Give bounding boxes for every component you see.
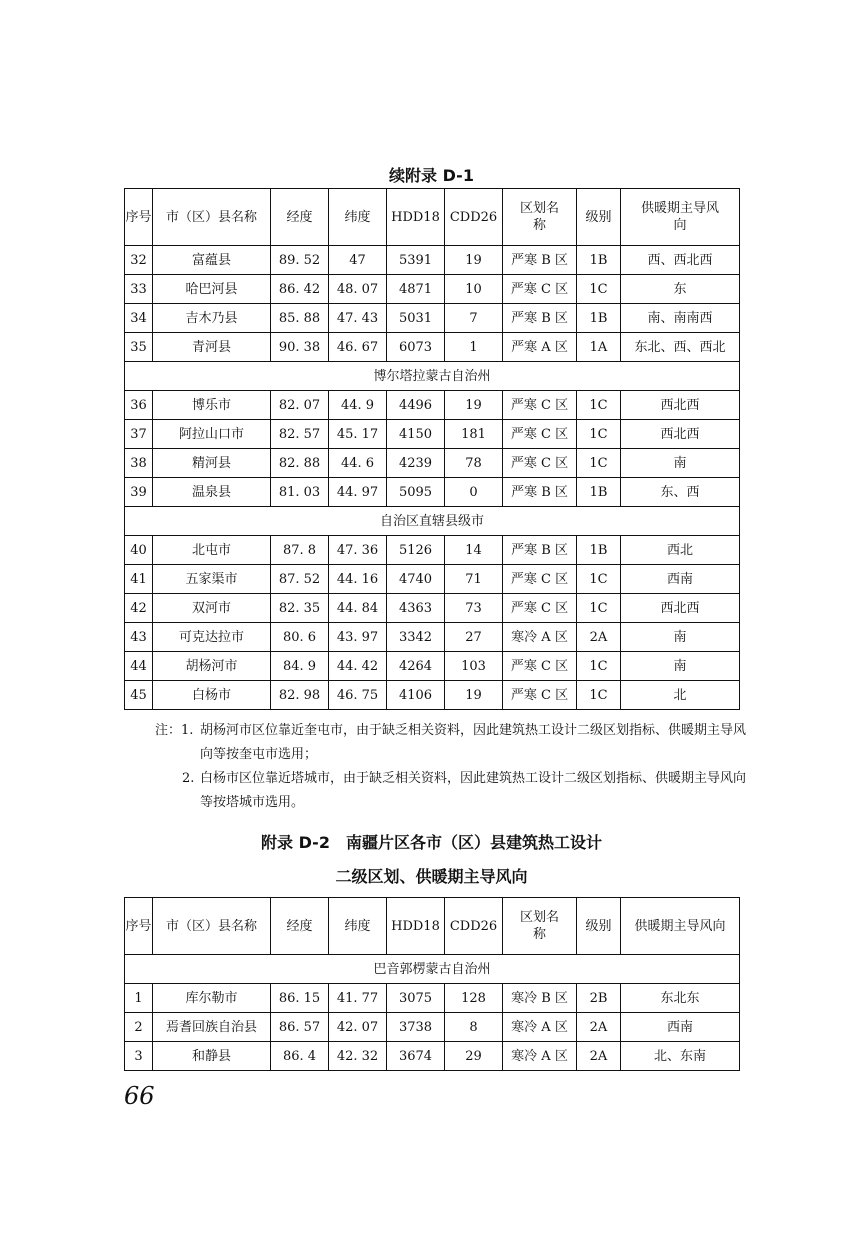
col-longitude-header: 经度: [271, 898, 329, 955]
table2-title-line2: 二级区划、供暖期主导风向: [335, 867, 528, 886]
col-level-cell: 2A: [577, 623, 621, 652]
col-longitude-cell: 84. 9: [271, 652, 329, 681]
col-longitude-cell: 89. 52: [271, 246, 329, 275]
col-index-cell: 41: [125, 565, 153, 594]
col-latitude-header: 纬度: [329, 898, 387, 955]
col-index-cell: 37: [125, 420, 153, 449]
col-longitude-cell: 86. 15: [271, 984, 329, 1013]
table-row: [125, 449, 740, 478]
col-index-cell: 33: [125, 275, 153, 304]
col-latitude-cell: 42. 32: [329, 1042, 387, 1071]
col-level-cell: 1C: [577, 449, 621, 478]
table-row: [125, 536, 740, 565]
col-level-cell: 1C: [577, 420, 621, 449]
col-hdd18-cell: 4264: [387, 652, 445, 681]
col-county-header: 市（区）县名称: [153, 898, 271, 955]
col-level-cell: 1C: [577, 652, 621, 681]
col-county-cell: 精河县: [153, 449, 271, 478]
col-latitude-cell: 42. 07: [329, 1013, 387, 1042]
col-cdd26-cell: 14: [445, 536, 503, 565]
table-row: [125, 275, 740, 304]
col-zone-cell: 寒冷 A 区: [503, 1042, 577, 1071]
col-hdd18-header: HDD18: [387, 898, 445, 955]
col-level-cell: 1B: [577, 304, 621, 333]
col-longitude-cell: 82. 57: [271, 420, 329, 449]
col-index-cell: 45: [125, 681, 153, 710]
col-index-header: 序号: [125, 898, 153, 955]
col-zone-cell: 严寒 C 区: [503, 681, 577, 710]
col-wind-cell: 南、南南西: [621, 304, 740, 333]
col-level-cell: 1C: [577, 391, 621, 420]
col-latitude-cell: 44. 6: [329, 449, 387, 478]
col-level-cell: 1C: [577, 594, 621, 623]
col-hdd18-cell: 5031: [387, 304, 445, 333]
page-number: 66: [124, 1082, 155, 1110]
col-longitude-header: 经度: [271, 189, 329, 246]
col-cdd26-cell: 1: [445, 333, 503, 362]
col-wind-header: 供暖期主导风向: [621, 189, 740, 246]
col-wind-cell: 东: [621, 275, 740, 304]
col-longitude-cell: 87. 52: [271, 565, 329, 594]
col-latitude-cell: 43. 97: [329, 623, 387, 652]
col-wind-cell: 西北西: [621, 391, 740, 420]
col-level-header: 级别: [577, 898, 621, 955]
table-row: [125, 565, 740, 594]
col-index-cell: 32: [125, 246, 153, 275]
col-cdd26-cell: 19: [445, 391, 503, 420]
col-latitude-cell: 41. 77: [329, 984, 387, 1013]
col-cdd26-cell: 128: [445, 984, 503, 1013]
col-county-cell: 五家渠市: [153, 565, 271, 594]
col-latitude-cell: 48. 07: [329, 275, 387, 304]
col-county-cell: 阿拉山口市: [153, 420, 271, 449]
col-wind-cell: 南: [621, 623, 740, 652]
col-hdd18-cell: 3738: [387, 1013, 445, 1042]
col-zone-cell: 严寒 B 区: [503, 478, 577, 507]
col-cdd26-cell: 8: [445, 1013, 503, 1042]
note-1: [155, 719, 755, 767]
col-cdd26-cell: 71: [445, 565, 503, 594]
note-label: 注：1.: [155, 723, 194, 738]
col-longitude-cell: 82. 07: [271, 391, 329, 420]
col-zone-header: 区划名称: [503, 189, 577, 246]
col-hdd18-cell: 5391: [387, 246, 445, 275]
col-latitude-cell: 44. 84: [329, 594, 387, 623]
col-latitude-cell: 44. 9: [329, 391, 387, 420]
col-cdd26-cell: 10: [445, 275, 503, 304]
col-longitude-cell: 86. 42: [271, 275, 329, 304]
col-hdd18-header: HDD18: [387, 189, 445, 246]
col-county-cell: 温泉县: [153, 478, 271, 507]
col-index-cell: 39: [125, 478, 153, 507]
table2-title-line1: 附录 D-2 南疆片区各市（区）县建筑热工设计: [261, 833, 602, 852]
col-hdd18-cell: 4106: [387, 681, 445, 710]
col-zone-cell: 严寒 B 区: [503, 304, 577, 333]
col-index-cell: 44: [125, 652, 153, 681]
col-wind-cell: 西北: [621, 536, 740, 565]
col-level-cell: 1B: [577, 246, 621, 275]
col-wind-cell: 东、西: [621, 478, 740, 507]
col-county-cell: 博乐市: [153, 391, 271, 420]
table-header-row: [125, 189, 740, 246]
col-level-cell: 1C: [577, 565, 621, 594]
col-level-cell: 1B: [577, 536, 621, 565]
climate-table-2: [124, 897, 740, 1071]
col-county-cell: 富蕴县: [153, 246, 271, 275]
col-wind-cell: 东北、西、西北: [621, 333, 740, 362]
col-hdd18-cell: 6073: [387, 333, 445, 362]
col-zone-cell: 寒冷 A 区: [503, 623, 577, 652]
col-county-cell: 库尔勒市: [153, 984, 271, 1013]
col-wind-cell: 南: [621, 449, 740, 478]
group-row: [125, 507, 740, 536]
col-cdd26-cell: 27: [445, 623, 503, 652]
note-text: 胡杨河市区位靠近奎屯市，由于缺乏相关资料，因此建筑热工设计二级区划指标、供暖期主导风向等按奎屯市选用；: [200, 723, 747, 762]
col-zone-cell: 严寒 C 区: [503, 594, 577, 623]
col-hdd18-cell: 4740: [387, 565, 445, 594]
col-hdd18-cell: 3342: [387, 623, 445, 652]
col-wind-cell: 北: [621, 681, 740, 710]
col-cdd26-cell: 19: [445, 681, 503, 710]
col-county-cell: 双河市: [153, 594, 271, 623]
col-zone-cell: 严寒 C 区: [503, 449, 577, 478]
col-county-cell: 和静县: [153, 1042, 271, 1071]
col-latitude-cell: 46. 75: [329, 681, 387, 710]
col-level-cell: 2B: [577, 984, 621, 1013]
col-zone-cell: 严寒 C 区: [503, 275, 577, 304]
col-index-cell: 36: [125, 391, 153, 420]
col-level-header: 级别: [577, 189, 621, 246]
col-level-cell: 2A: [577, 1042, 621, 1071]
col-longitude-cell: 81. 03: [271, 478, 329, 507]
col-hdd18-cell: 4239: [387, 449, 445, 478]
col-zone-header: 区划名称: [503, 898, 577, 955]
col-latitude-cell: 47. 36: [329, 536, 387, 565]
table-row: [125, 1042, 740, 1071]
col-cdd26-cell: 103: [445, 652, 503, 681]
col-cdd26-header: CDD26: [445, 189, 503, 246]
col-zone-cell: 严寒 C 区: [503, 565, 577, 594]
col-index-cell: 40: [125, 536, 153, 565]
col-county-cell: 白杨市: [153, 681, 271, 710]
col-level-cell: 1A: [577, 333, 621, 362]
table-row: [125, 391, 740, 420]
col-county-cell: 青河县: [153, 333, 271, 362]
col-county-header: 市（区）县名称: [153, 189, 271, 246]
group-label: 巴音郭楞蒙古自治州: [125, 955, 740, 984]
table1-title: 续附录 D-1: [389, 166, 474, 185]
col-longitude-cell: 82. 35: [271, 594, 329, 623]
col-level-cell: 1C: [577, 275, 621, 304]
col-zone-cell: 寒冷 A 区: [503, 1013, 577, 1042]
col-index-cell: 42: [125, 594, 153, 623]
col-index-cell: 38: [125, 449, 153, 478]
col-wind-cell: 西北西: [621, 420, 740, 449]
note-text: 白杨市区位靠近塔城市，由于缺乏相关资料，因此建筑热工设计二级区划指标、供暖期主导风向等按塔城市选用。: [200, 771, 747, 810]
col-longitude-cell: 90. 38: [271, 333, 329, 362]
col-longitude-cell: 86. 4: [271, 1042, 329, 1071]
col-hdd18-cell: 4363: [387, 594, 445, 623]
table-header-row: [125, 898, 740, 955]
table-row: [125, 1013, 740, 1042]
col-level-cell: 2A: [577, 1013, 621, 1042]
col-longitude-cell: 80. 6: [271, 623, 329, 652]
col-zone-cell: 严寒 C 区: [503, 420, 577, 449]
col-zone-cell: 严寒 B 区: [503, 536, 577, 565]
col-hdd18-cell: 5126: [387, 536, 445, 565]
col-latitude-cell: 45. 17: [329, 420, 387, 449]
col-wind-cell: 北、东南: [621, 1042, 740, 1071]
col-level-cell: 1C: [577, 681, 621, 710]
group-row: [125, 955, 740, 984]
table-row: [125, 420, 740, 449]
col-index-cell: 2: [125, 1013, 153, 1042]
col-longitude-cell: 85. 88: [271, 304, 329, 333]
col-zone-cell: 严寒 C 区: [503, 652, 577, 681]
col-cdd26-cell: 73: [445, 594, 503, 623]
col-wind-header: 供暖期主导风向: [621, 898, 740, 955]
col-wind-cell: 西南: [621, 565, 740, 594]
table-row: [125, 984, 740, 1013]
col-zone-cell: 严寒 A 区: [503, 333, 577, 362]
col-longitude-cell: 82. 98: [271, 681, 329, 710]
col-cdd26-cell: 19: [445, 246, 503, 275]
col-latitude-cell: 47: [329, 246, 387, 275]
col-wind-cell: 西、西北西: [621, 246, 740, 275]
col-index-header: 序号: [125, 189, 153, 246]
col-cdd26-cell: 7: [445, 304, 503, 333]
table-row: [125, 246, 740, 275]
group-row: [125, 362, 740, 391]
table-row: [125, 304, 740, 333]
col-index-cell: 3: [125, 1042, 153, 1071]
col-county-cell: 吉木乃县: [153, 304, 271, 333]
col-cdd26-cell: 78: [445, 449, 503, 478]
col-cdd26-header: CDD26: [445, 898, 503, 955]
col-wind-cell: 南: [621, 652, 740, 681]
note-num: 2.: [182, 771, 195, 786]
col-hdd18-cell: 3075: [387, 984, 445, 1013]
col-index-cell: 34: [125, 304, 153, 333]
col-zone-cell: 寒冷 B 区: [503, 984, 577, 1013]
col-county-cell: 可克达拉市: [153, 623, 271, 652]
table-row: [125, 478, 740, 507]
col-cdd26-cell: 29: [445, 1042, 503, 1071]
col-cdd26-cell: 0: [445, 478, 503, 507]
col-county-cell: 哈巴河县: [153, 275, 271, 304]
col-latitude-cell: 47. 43: [329, 304, 387, 333]
col-county-cell: 胡杨河市: [153, 652, 271, 681]
col-county-cell: 焉耆回族自治县: [153, 1013, 271, 1042]
col-hdd18-cell: 3674: [387, 1042, 445, 1071]
col-index-cell: 35: [125, 333, 153, 362]
table-row: [125, 333, 740, 362]
col-level-cell: 1B: [577, 478, 621, 507]
col-cdd26-cell: 181: [445, 420, 503, 449]
col-zone-cell: 严寒 C 区: [503, 391, 577, 420]
col-wind-cell: 西南: [621, 1013, 740, 1042]
col-hdd18-cell: 4150: [387, 420, 445, 449]
table-row: [125, 652, 740, 681]
col-latitude-cell: 44. 97: [329, 478, 387, 507]
table-row: [125, 623, 740, 652]
col-latitude-cell: 44. 16: [329, 565, 387, 594]
col-county-cell: 北屯市: [153, 536, 271, 565]
col-hdd18-cell: 4496: [387, 391, 445, 420]
col-longitude-cell: 87. 8: [271, 536, 329, 565]
col-wind-cell: 东北东: [621, 984, 740, 1013]
table-row: [125, 681, 740, 710]
climate-table-1: [124, 188, 740, 710]
group-label: 博尔塔拉蒙古自治州: [125, 362, 740, 391]
col-index-cell: 1: [125, 984, 153, 1013]
col-latitude-header: 纬度: [329, 189, 387, 246]
col-longitude-cell: 82. 88: [271, 449, 329, 478]
group-label: 自治区直辖县级市: [125, 507, 740, 536]
col-zone-cell: 严寒 B 区: [503, 246, 577, 275]
note-2: [155, 767, 755, 815]
col-index-cell: 43: [125, 623, 153, 652]
col-latitude-cell: 46. 67: [329, 333, 387, 362]
col-wind-cell: 西北西: [621, 594, 740, 623]
notes-block: [155, 719, 755, 815]
col-longitude-cell: 86. 57: [271, 1013, 329, 1042]
table-row: [125, 594, 740, 623]
col-hdd18-cell: 5095: [387, 478, 445, 507]
col-hdd18-cell: 4871: [387, 275, 445, 304]
col-latitude-cell: 44. 42: [329, 652, 387, 681]
